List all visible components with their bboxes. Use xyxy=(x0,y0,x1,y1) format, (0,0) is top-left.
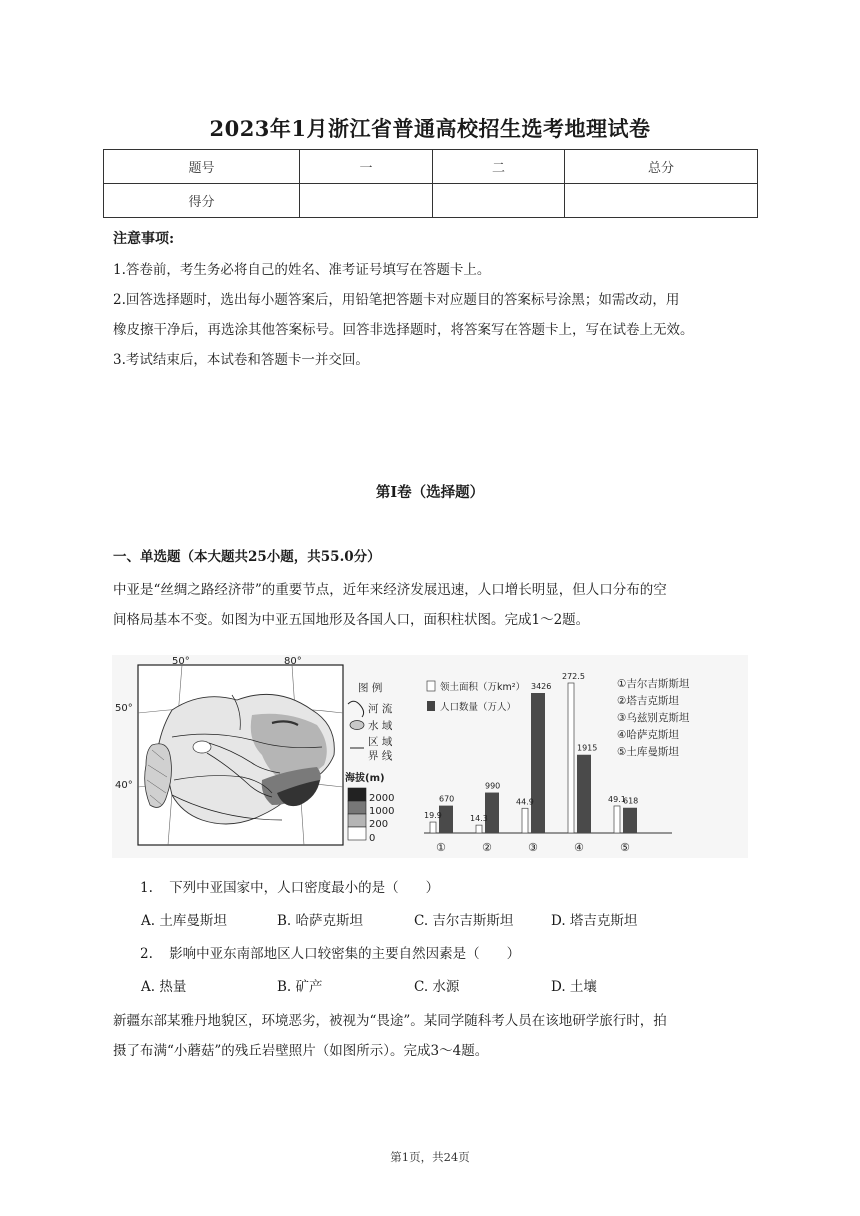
bar-area-5 xyxy=(614,806,620,833)
data-label-area: 14.3 xyxy=(470,814,488,824)
category-label: ① xyxy=(436,841,446,854)
bar-area-1 xyxy=(430,822,436,833)
data-label-area: 272.5 xyxy=(562,672,585,681)
bar-area-3 xyxy=(522,808,528,833)
legend-boundary: 界 线 xyxy=(368,750,393,762)
question-text: 下列中亚国家中，人口密度最小的是（ ） xyxy=(169,880,440,896)
data-label-population: 3426 xyxy=(531,682,552,691)
score-cell-total xyxy=(565,184,758,218)
bar-population-5 xyxy=(623,808,637,833)
country-key-1: ①吉尔吉斯斯坦 xyxy=(617,678,690,690)
data-label-population: 670 xyxy=(439,794,455,804)
question-2 xyxy=(140,942,520,962)
q2-option-d[interactable]: D. 土壤 xyxy=(551,979,597,995)
score-table-score-row xyxy=(104,184,758,218)
data-label-population: 1915 xyxy=(577,743,598,753)
data-label-area: 44.9 xyxy=(516,797,534,807)
q1-option-a[interactable]: A. 土库曼斯坦 xyxy=(141,913,227,929)
legend-region: 区 域 xyxy=(368,736,393,748)
header-cell-total: 总分 xyxy=(565,150,758,184)
intro-passage xyxy=(113,575,667,635)
legend-swatch-area xyxy=(427,681,435,691)
q1-option-c[interactable]: C. 吉尔吉斯斯坦 xyxy=(414,913,514,929)
category-label: ② xyxy=(482,841,492,854)
elevation-swatch-0 xyxy=(348,827,366,840)
elevation-label: 1000 xyxy=(369,806,395,817)
exam-title: 2023年1月浙江省普通高校招生选考地理试卷 xyxy=(209,116,651,141)
category-label: ⑤ xyxy=(620,841,630,854)
question-number: 1. xyxy=(140,880,153,896)
header-cell-part1: 一 xyxy=(300,150,433,184)
bar-area-4 xyxy=(568,683,574,833)
score-cell-part2 xyxy=(433,184,565,218)
q2-option-a[interactable]: A. 热量 xyxy=(141,979,187,995)
q2-option-c[interactable]: C. 水源 xyxy=(414,979,460,995)
question-1 xyxy=(140,876,439,896)
category-label: ④ xyxy=(574,841,584,854)
data-label-area: 19.9 xyxy=(424,811,442,821)
notes-list xyxy=(113,255,694,375)
lon-label-50: 50° xyxy=(172,656,190,667)
data-label-area: 49.1 xyxy=(608,794,626,804)
notes-heading: 注意事项: xyxy=(113,231,175,247)
country-key-3: ③乌兹别克斯坦 xyxy=(617,712,690,724)
score-table xyxy=(103,149,758,218)
header-cell-item: 题号 xyxy=(104,150,300,184)
country-key-5: ⑤土库曼斯坦 xyxy=(617,746,679,758)
score-table-header-row xyxy=(104,150,758,184)
q2-option-b[interactable]: B. 矿产 xyxy=(277,979,323,995)
q1-option-b[interactable]: B. 哈萨克斯坦 xyxy=(277,913,364,929)
bar-area-2 xyxy=(476,825,482,833)
score-cell-part1 xyxy=(300,184,433,218)
legend-river: 河 流 xyxy=(368,703,393,715)
section-title: 第I卷（选择题） xyxy=(375,484,485,501)
country-key-2: ②塔吉克斯坦 xyxy=(617,695,679,707)
figure-svg xyxy=(112,655,748,858)
elevation-label: 200 xyxy=(369,819,389,830)
question-text: 影响中亚东南部地区人口较密集的主要自然因素是（ ） xyxy=(169,946,521,962)
q1-option-d[interactable]: D. 塔吉克斯坦 xyxy=(551,913,638,929)
elevation-swatch-1000 xyxy=(348,801,366,814)
intro-line: 间格局基本不变。如图为中亚五国地形及各国人口，面积柱状图。完成1～2题。 xyxy=(113,612,590,628)
water-legend-icon xyxy=(350,721,364,730)
question-group-heading: 一、单选题（本大题共25小题，共55.0分） xyxy=(113,549,381,565)
passage-line: 摄了布满“小蘑菇”的残丘岩壁照片（如图所示）。完成3～4题。 xyxy=(113,1043,489,1059)
intro-line: 中亚是“丝绸之路经济带”的重要节点，近年来经济发展迅速，人口增长明显，但人口分布的空 xyxy=(113,582,667,598)
elevation-label: 0 xyxy=(369,833,376,844)
legend-label-population: 人口数量（万人） xyxy=(440,702,517,713)
elevation-swatch-200 xyxy=(348,814,366,827)
page-footer: 第1页，共24页 xyxy=(390,1150,470,1164)
note-item: 3.考试结束后，本试卷和答题卡一并交回。 xyxy=(113,352,369,368)
note-item: 橡皮擦干净后，再选涂其他答案标号。回答非选择题时，将答案写在答题卡上，写在试卷上无效。 xyxy=(113,322,694,338)
legend-title: 图 例 xyxy=(358,682,383,694)
country-key-4: ④哈萨克斯坦 xyxy=(617,729,679,741)
river-legend-icon xyxy=(348,701,364,717)
elevation-label: 2000 xyxy=(369,793,395,804)
data-label-population: 618 xyxy=(623,796,639,806)
passage-line: 新疆东部某雅丹地貌区，环境恶劣，被视为“畏途”。某同学随科考人员在该地研学旅行时，拍 xyxy=(113,1013,667,1029)
note-item: 2.回答选择题时，选出每小题答案后，用铅笔把答题卡对应题目的答案标号涂黑；如需改动，用 xyxy=(113,292,680,308)
passage-2 xyxy=(113,1006,667,1066)
legend-swatch-population xyxy=(427,701,435,711)
header-cell-part2: 二 xyxy=(433,150,565,184)
legend-water: 水 域 xyxy=(368,720,393,732)
lon-label-80: 80° xyxy=(284,656,302,667)
elevation-swatch-2000 xyxy=(348,788,366,801)
category-label: ③ xyxy=(528,841,538,854)
aral-sea xyxy=(193,741,211,753)
score-cell-label: 得分 xyxy=(104,184,300,218)
bar-population-2 xyxy=(485,793,499,833)
lat-label-50: 50° xyxy=(115,703,133,714)
note-item: 1.答卷前，考生务必将自己的姓名、准考证号填写在答题卡上。 xyxy=(113,262,491,278)
legend-label-area: 领土面积（万km²） xyxy=(440,682,526,693)
figure-map-and-chart xyxy=(112,655,748,858)
bar-population-3 xyxy=(531,693,545,833)
elevation-title: 海拔(m) xyxy=(345,773,385,784)
bar-population-4 xyxy=(577,755,591,833)
question-number: 2. xyxy=(140,946,153,962)
data-label-population: 990 xyxy=(485,781,501,791)
lat-label-40: 40° xyxy=(115,780,133,791)
